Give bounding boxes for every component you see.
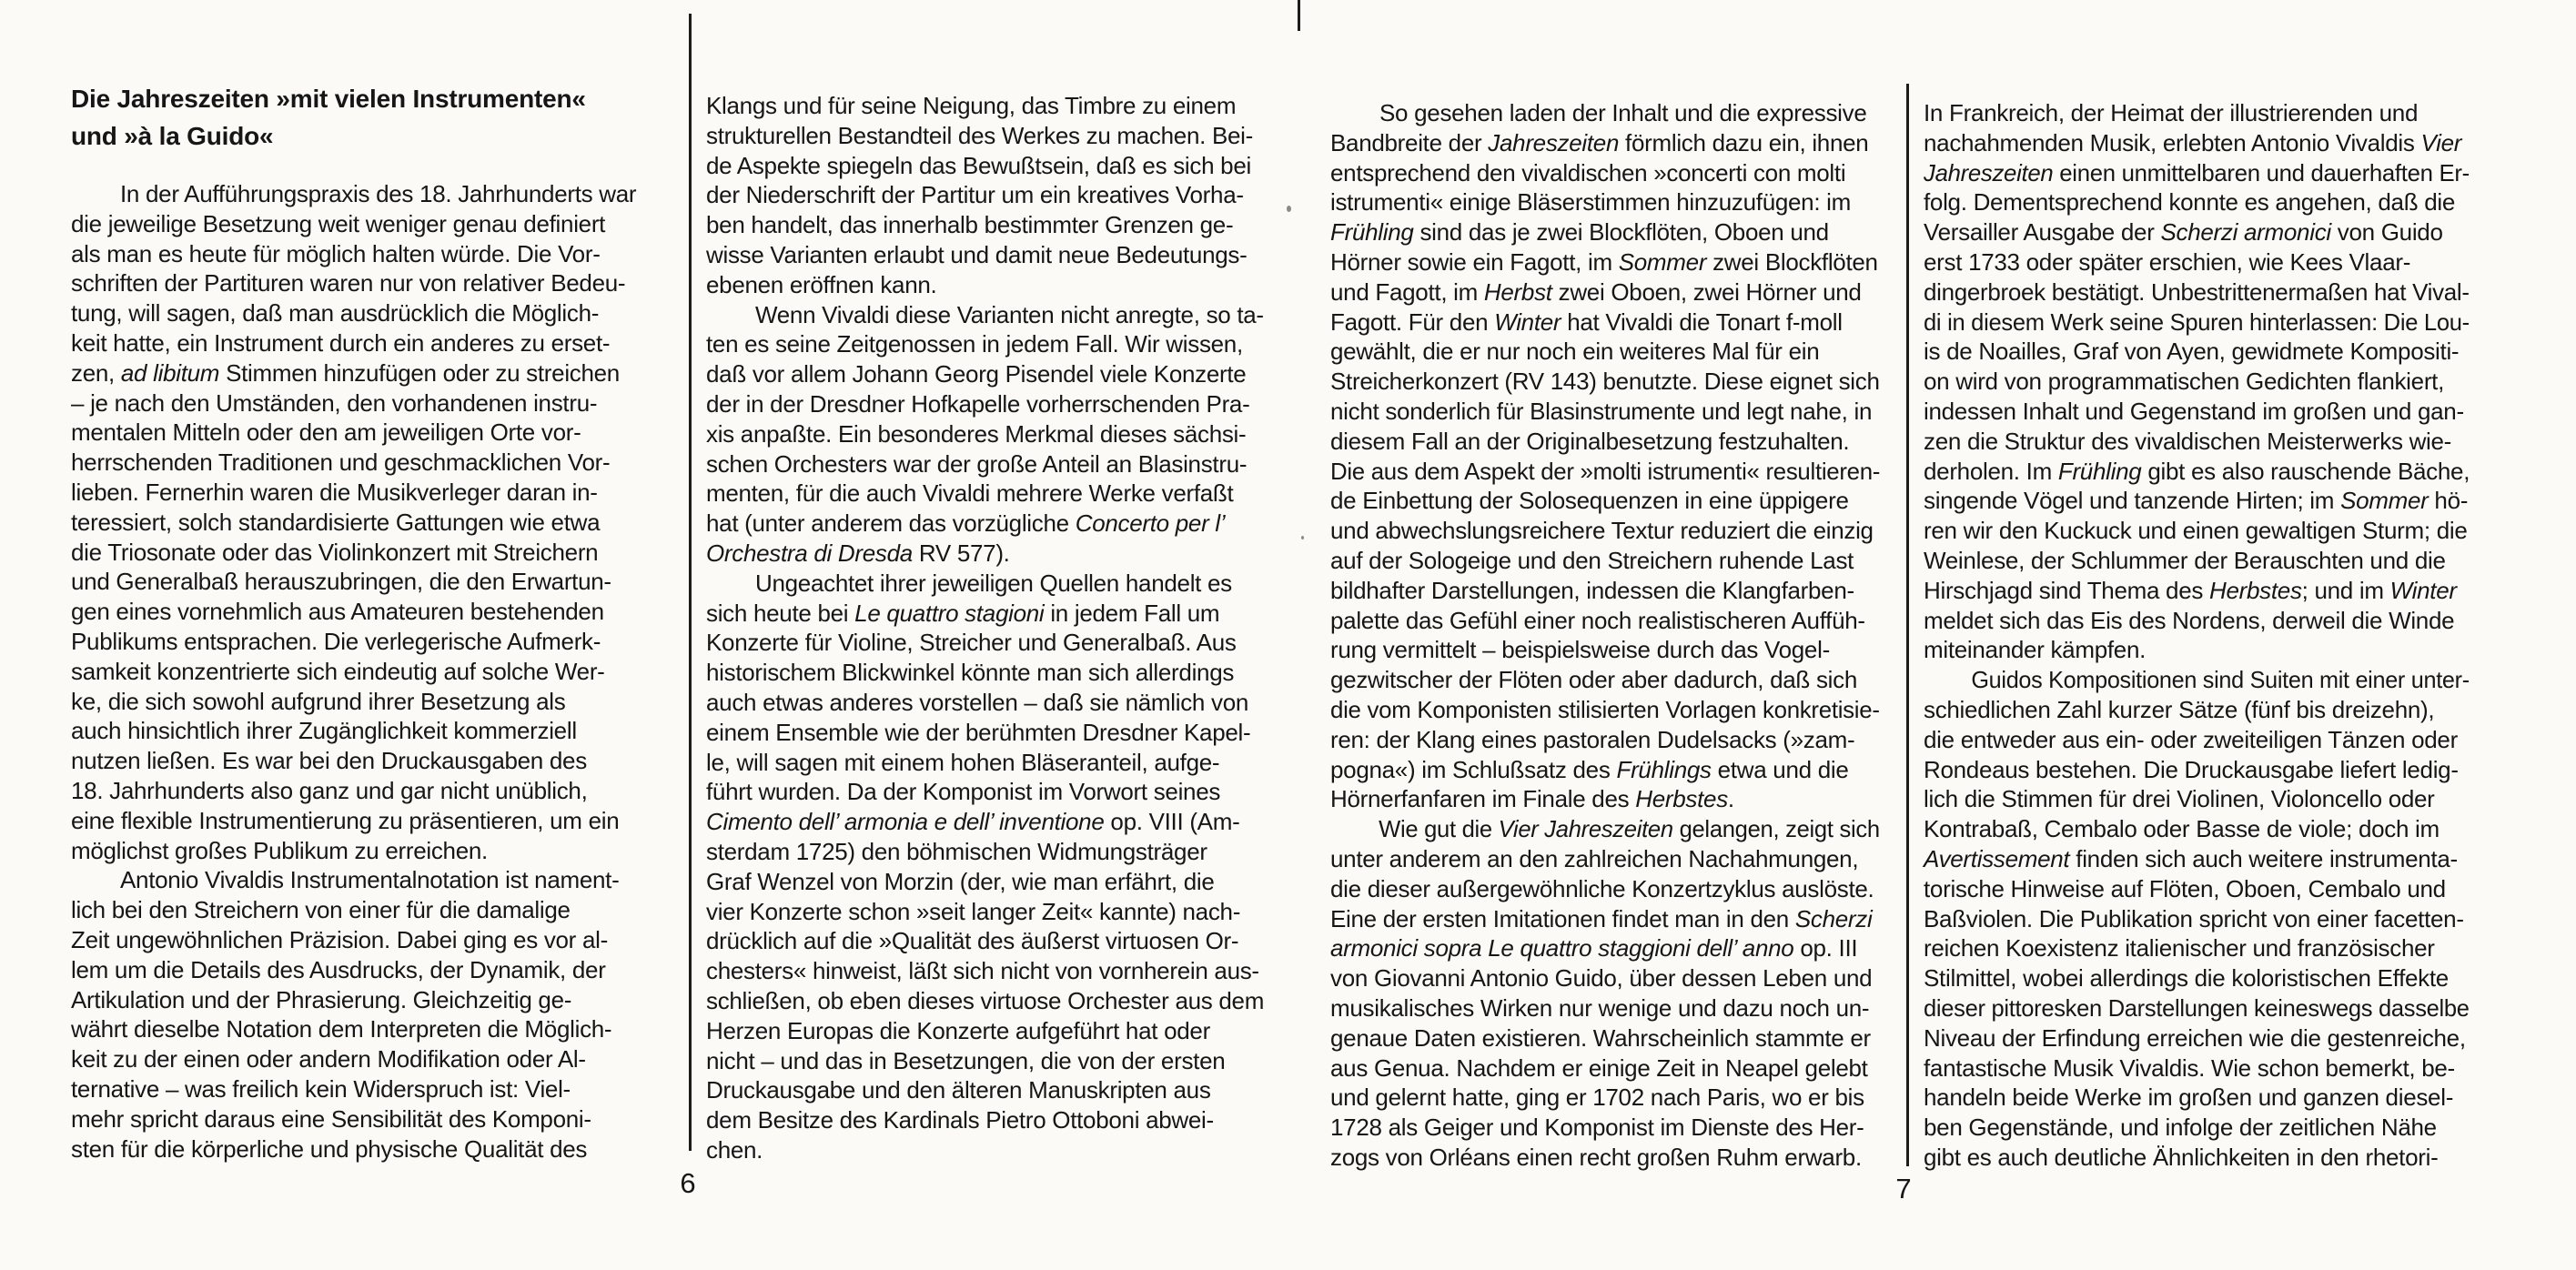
text-line: Druckausgabe und den älteren Manuskripten aus — [706, 1076, 1211, 1104]
text-line: Baßviolen. Die Publikation spricht von einer facetten- — [1924, 904, 2464, 932]
text-line: und Generalbaß herauszubringen, die den Erwartun- — [71, 568, 611, 596]
text-line: Jahreszeiten einen unmittelbaren und dauerhaften Er- — [1924, 158, 2470, 186]
text-line: meldet sich das Eis des Nordens, derweil die Winde — [1924, 606, 2455, 634]
text-line: Publikums entsprachen. Die verlegerische Aufmerk- — [71, 627, 601, 655]
text-line: chen. — [706, 1135, 763, 1164]
text-line: ben handelt, das innerhalb bestimmter Grenzen ge- — [706, 211, 1234, 239]
text-line: Wenn Vivaldi diese Varianten nicht anregte, so ta- — [755, 300, 1264, 328]
scan-speck — [1301, 536, 1304, 539]
text-line: diesem Fall an der Originalbesetzung festzuhalten. — [1330, 427, 1850, 455]
text-line: aus Genua. Nachdem er einige Zeit in Neapel gelebt — [1330, 1053, 1868, 1082]
text-line: pogna«) im Schlußsatz des Frühlings etwa und die — [1330, 755, 1849, 783]
text-line: die jeweilige Besetzung weit weniger genau definiert — [71, 209, 606, 237]
text-line: und gelernt hatte, ging er 1702 nach Paris, wo er bis — [1330, 1084, 1864, 1112]
text-line: samkeit konzentrierte sich eindeutig auf solche Wer- — [71, 657, 605, 685]
text-line: Kontrabaß, Cembalo oder Basse de viole; doch im — [1924, 815, 2440, 843]
text-line: sten für die körperliche und physische Qualität des — [71, 1134, 588, 1163]
text-line: daß vor allem Johann Georg Pisendel viele Konzerte — [706, 360, 1247, 388]
text-line: dingerbroek bestätigt. Unbestrittenermaßen hat Vival- — [1924, 277, 2470, 306]
text-line: Orchestra di Dresda RV 577). — [706, 539, 1010, 567]
text-line: führt wurden. Da der Komponist im Vorwort seines — [706, 778, 1221, 806]
page-number-6: 6 — [680, 1167, 696, 1199]
text-line: schließen, ob eben dieses virtuose Orchester aus dem — [706, 986, 1265, 1014]
text-line: nicht – und das in Besetzungen, die von der ersten — [706, 1046, 1226, 1074]
text-line: on wird von programmatischen Gedichten flankiert, — [1924, 368, 2445, 396]
text-line: Herzen Europas die Konzerte aufgeführt hat oder — [706, 1016, 1210, 1044]
text-line: historischem Blickwinkel könnte man sich allerdings — [706, 659, 1235, 687]
text-line: lich bei den Streichern von einer für die damalige — [71, 896, 571, 924]
text-line: nachahmenden Musik, erlebten Antonio Vivaldis Vier — [1924, 128, 2462, 156]
text-line: Antonio Vivaldis Instrumentalnotation ist nament- — [120, 866, 620, 894]
text-line: als man es heute für möglich halten würde. Die Vor- — [71, 239, 601, 267]
text-line: währt dieselbe Notation dem Interpreten die Möglich- — [71, 1015, 612, 1043]
text-line: indessen Inhalt und Gegenstand im großen und gan- — [1924, 397, 2464, 425]
text-line: die entweder aus ein- oder zweiteiligen Tänzen oder — [1924, 725, 2458, 753]
text-line: ke, die sich sowohl aufgrund ihrer Besetzung als — [71, 687, 566, 715]
page6-column-left — [71, 179, 667, 1164]
text-line: bildhafter Darstellungen, indessen die Klangfarben- — [1330, 576, 1854, 604]
text-line: di in diesem Werk seine Spuren hinterlassen: Die Lou- — [1924, 307, 2470, 336]
text-line: Artikulation und der Phrasierung. Gleichzeitig ge- — [71, 985, 572, 1013]
page-number-7: 7 — [1895, 1173, 1912, 1204]
text-line: eine flexible Instrumentierung zu präsentieren, um ein — [71, 806, 620, 834]
article-title — [71, 80, 667, 155]
text-line: derholen. Im Frühling gibt es also rauschende Bäche, — [1924, 457, 2470, 485]
text-line: 1728 als Geiger und Komponist im Dienste des Her- — [1330, 1114, 1864, 1142]
page-fold-mark — [1298, 0, 1300, 31]
text-line: und Fagott, im Herbst zwei Oboen, zwei Hörner und — [1330, 277, 1862, 306]
text-line: Rondeaus bestehen. Die Druckausgabe liefert ledig- — [1924, 755, 2459, 783]
article-title-line-1: Die Jahreszeiten »mit vielen Instrumenten« — [71, 85, 586, 113]
text-line: keit hatte, ein Instrument durch ein anderes zu erset- — [71, 328, 611, 357]
text-line: So gesehen laden der Inhalt und die expressive — [1379, 99, 1867, 126]
text-line: drücklich auf die »Qualität des äußerst virtuosen Or- — [706, 927, 1239, 955]
text-line: Cimento dell’ armonia e dell’ inventione op. VIII (Am- — [706, 808, 1240, 836]
text-line: xis anpaßte. Ein besonderes Merkmal dieses sächsi- — [706, 419, 1247, 448]
page7-column-right — [1924, 98, 2470, 1173]
text-line: hat (unter anderem das vorzügliche Concerto per l’ — [706, 509, 1226, 538]
text-line: Zeit ungewöhnlichen Präzision. Dabei ging es vor al- — [71, 925, 608, 953]
text-line: Klangs und für seine Neigung, das Timbre zu einem — [706, 92, 1237, 119]
text-line: die dieser außergewöhnliche Konzertzyklus auslöste. — [1330, 874, 1874, 902]
page7-column-left — [1330, 98, 1880, 1173]
text-line: zen, ad libitum Stimmen hinzufügen oder zu streichen — [71, 358, 620, 387]
text-line: singende Vögel und tanzende Hirten; im Sommer hö- — [1924, 487, 2469, 515]
text-line: In Frankreich, der Heimat der illustrierenden und — [1924, 99, 2419, 126]
text-line: entsprechend den vivaldischen »concerti con molti — [1330, 158, 1846, 186]
text-line: folg. Dementsprechend konnte es angehen, daß die — [1924, 188, 2456, 217]
text-line: de Aspekte spiegeln das Bewußtsein, daß es sich bei — [706, 151, 1251, 179]
text-line: fantastische Musik Vivaldis. Wie schon bemerkt, be- — [1924, 1053, 2455, 1082]
text-line: – je nach den Umständen, den vorhandenen instru- — [71, 388, 598, 417]
text-line: sterdam 1725) den böhmischen Widmungsträger — [706, 837, 1207, 865]
text-line: Graf Wenzel von Morzin (der, wie man erfährt, die — [706, 867, 1215, 895]
text-line: Frühling sind das je zwei Blockflöten, Oboen und — [1330, 218, 1829, 247]
page7-column-divider — [1906, 84, 1909, 1166]
text-line: und abwechslungsreichere Textur reduziert die einzig — [1330, 517, 1874, 545]
text-line: ben Gegenstände, und infolge der zeitlichen Nähe — [1924, 1114, 2437, 1142]
text-line: le, will sagen mit einem hohen Bläseranteil, aufge- — [706, 748, 1220, 776]
text-line: palette das Gefühl einer noch realistischeren Auffüh- — [1330, 606, 1865, 634]
text-line: einem Ensemble wie der berühmten Dresdner Kapel- — [706, 718, 1251, 746]
text-line: schiedlichen Zahl kurzer Sätze (fünf bis dreizehn), — [1924, 695, 2435, 723]
text-line: reichen Koexistenz italienischer und französischer — [1924, 934, 2435, 963]
text-line: musikalisches Wirken nur wenige und dazu noch un- — [1330, 993, 1870, 1022]
text-line: die Triosonate oder das Violinkonzert mit Streichern — [71, 538, 599, 566]
scan-speck — [1287, 206, 1291, 212]
text-line: lem um die Details des Ausdrucks, der Dynamik, der — [71, 955, 606, 983]
text-line: gezwitscher der Flöten oder aber dadurch, daß sich — [1330, 666, 1857, 694]
text-line: zen die Struktur des vivaldischen Meisterwerks wie- — [1924, 427, 2452, 455]
article-title-line-2: und »à la Guido« — [71, 122, 274, 150]
text-line: lieben. Fernerhin waren die Musikverleger daran in- — [71, 478, 598, 506]
text-line: sich heute bei Le quattro stagioni in jedem Fall um — [706, 599, 1220, 627]
text-line: mentalen Mitteln oder den am jeweiligen Orte vor- — [71, 418, 581, 447]
text-line: is de Noailles, Graf von Ayen, gewidmete Kompositi- — [1924, 338, 2460, 366]
text-line: herrschenden Traditionen und geschmacklichen Vor- — [71, 449, 611, 477]
text-line: menten, für die auch Vivaldi mehrere Werke verfaßt — [706, 479, 1234, 508]
page6-column-right — [706, 91, 1267, 1165]
text-line: chesters« hinweist, läßt sich nicht von vornherein aus- — [706, 957, 1259, 985]
text-line: dem Besitze des Kardinals Pietro Ottoboni abwei- — [706, 1106, 1214, 1134]
text-line: Streicherkonzert (RV 143) benutzte. Diese eignet sich — [1330, 368, 1880, 396]
text-line: Eine der ersten Imitationen findet man in den Scherzi — [1330, 904, 1873, 932]
text-line: Hirschjagd sind Thema des Herbstes; und im Winter — [1924, 576, 2457, 604]
text-line: Die aus dem Aspekt der »molti istrumenti« resultieren- — [1330, 457, 1881, 485]
text-line: gibt es auch deutliche Ähnlichkeiten in den rhetori- — [1924, 1143, 2439, 1171]
text-line: de Einbettung der Solosequenzen in eine üppigere — [1330, 487, 1849, 515]
text-line: istrumenti« einige Bläserstimmen hinzuzufügen: im — [1330, 188, 1852, 217]
text-line: Avertissement finden sich auch weitere instrumenta- — [1924, 844, 2458, 872]
text-line: Hörner sowie ein Fagott, im Sommer zwei Blockflöten — [1330, 247, 1878, 276]
text-line: Fagott. Für den Winter hat Vivaldi die Tonart f-moll — [1330, 307, 1843, 336]
text-line: unter anderem an den zahlreichen Nachahmungen, — [1330, 844, 1859, 872]
text-line: mehr spricht daraus eine Sensibilität des Komponi- — [71, 1104, 591, 1133]
text-line: Stilmittel, wobei allerdings die koloristischen Effekte — [1924, 964, 2449, 993]
text-line: die vom Komponisten stilisierten Vorlagen konkretisie- — [1330, 695, 1880, 723]
text-line: dieser pittoresken Darstellungen keineswegs dasselbe — [1924, 993, 2470, 1022]
text-line: keit zu der einen oder andern Modifikation oder Al- — [71, 1045, 586, 1073]
text-line: tung, will sagen, daß man ausdrücklich die Möglich- — [71, 299, 600, 328]
text-line: teressiert, solch standardisierte Gattungen wie etwa — [71, 508, 601, 536]
text-line: ten es seine Zeitgenossen in jedem Fall. Wir wissen, — [706, 330, 1243, 358]
text-line: erst 1733 oder später erschien, wie Kees Vlaar- — [1924, 247, 2411, 276]
text-line: genaue Daten existieren. Wahrscheinlich stammte er — [1330, 1023, 1871, 1052]
text-line: miteinander kämpfen. — [1924, 636, 2147, 664]
text-line: ternative – was freilich kein Widerspruch ist: Viel- — [71, 1074, 571, 1103]
text-line: Konzerte für Violine, Streicher und Generalbaß. Aus — [706, 629, 1237, 657]
text-line: rung vermittelt – beispielsweise durch das Vogel- — [1330, 636, 1830, 664]
text-line: In der Aufführungspraxis des 18. Jahrhunderts war — [120, 180, 637, 207]
text-line: Weinlese, der Schlummer der Berauschten und die — [1924, 546, 2446, 574]
text-line: Ungeachtet ihrer jeweiligen Quellen handelt es — [755, 569, 1232, 597]
page6-column-divider — [689, 14, 692, 1151]
text-line: ren: der Klang eines pastoralen Dudelsacks (»zam- — [1330, 725, 1855, 753]
text-line: handeln beide Werke im großen und ganzen diesel- — [1924, 1084, 2454, 1112]
text-line: Guidos Kompositionen sind Suiten mit einer unter- — [1971, 666, 2470, 694]
text-line: der in der Dresdner Hofkapelle vorherrschenden Pra- — [706, 389, 1250, 418]
text-line: Versailler Ausgabe der Scherzi armonici von Guido — [1924, 218, 2443, 247]
text-line: lich die Stimmen für drei Violinen, Violoncello oder — [1924, 785, 2435, 813]
text-line: Wie gut die Vier Jahreszeiten gelangen, zeigt sich — [1379, 815, 1880, 843]
text-line: auf der Sologeige und den Streichern ruhende Last — [1330, 546, 1854, 574]
text-line: auch etwas anderes vorstellen – daß sie nämlich von — [706, 688, 1249, 716]
text-line: der Niederschrift der Partitur um ein kreatives Vorha- — [706, 181, 1244, 209]
text-line: gewählt, die er nur noch ein weiteres Mal für ein — [1330, 338, 1820, 366]
text-line: gen eines vornehmlich aus Amateuren bestehenden — [71, 598, 604, 626]
text-line: torische Hinweise auf Flöten, Oboen, Cembalo und — [1924, 874, 2446, 902]
text-line: Niveau der Erfindung erreichen wie die gestenreiche, — [1924, 1023, 2466, 1052]
text-line: von Giovanni Antonio Guido, über dessen Leben und — [1330, 964, 1873, 993]
text-line: nutzen ließen. Es war bei den Druckausgaben des — [71, 747, 587, 775]
text-line: 18. Jahrhunderts also ganz und gar nicht unüblich, — [71, 776, 588, 804]
text-line: armonici sopra Le quattro staggioni dell’ anno op. III — [1330, 934, 1858, 963]
text-line: zogs von Orléans einen recht großen Ruhm erwarb. — [1330, 1143, 1862, 1171]
text-line: Bandbreite der Jahreszeiten förmlich dazu ein, ihnen — [1330, 128, 1869, 156]
text-line: schriften der Partituren waren nur von relativer Bedeu- — [71, 269, 626, 297]
text-line: ebenen eröffnen kann. — [706, 270, 937, 298]
text-line: Hörnerfanfaren im Finale des Herbstes. — [1330, 785, 1734, 813]
text-line: strukturellen Bestandteil des Werkes zu machen. Bei- — [706, 121, 1253, 149]
text-line: ren wir den Kuckuck und einen gewaltigen Sturm; die — [1924, 517, 2468, 545]
text-line: schen Orchesters war der große Anteil an Blasinstru- — [706, 449, 1248, 478]
text-line: möglichst großes Publikum zu erreichen. — [71, 836, 488, 864]
text-line: vier Konzerte schon »seit langer Zeit« kannte) nach- — [706, 897, 1241, 925]
text-line: wisse Varianten erlaubt und damit neue Bedeutungs- — [706, 240, 1248, 268]
text-line: auch hinsichtlich ihrer Zugänglichkeit kommerziell — [71, 717, 577, 745]
text-line: nicht sonderlich für Blasinstrumente und legt nahe, in — [1330, 397, 1873, 425]
